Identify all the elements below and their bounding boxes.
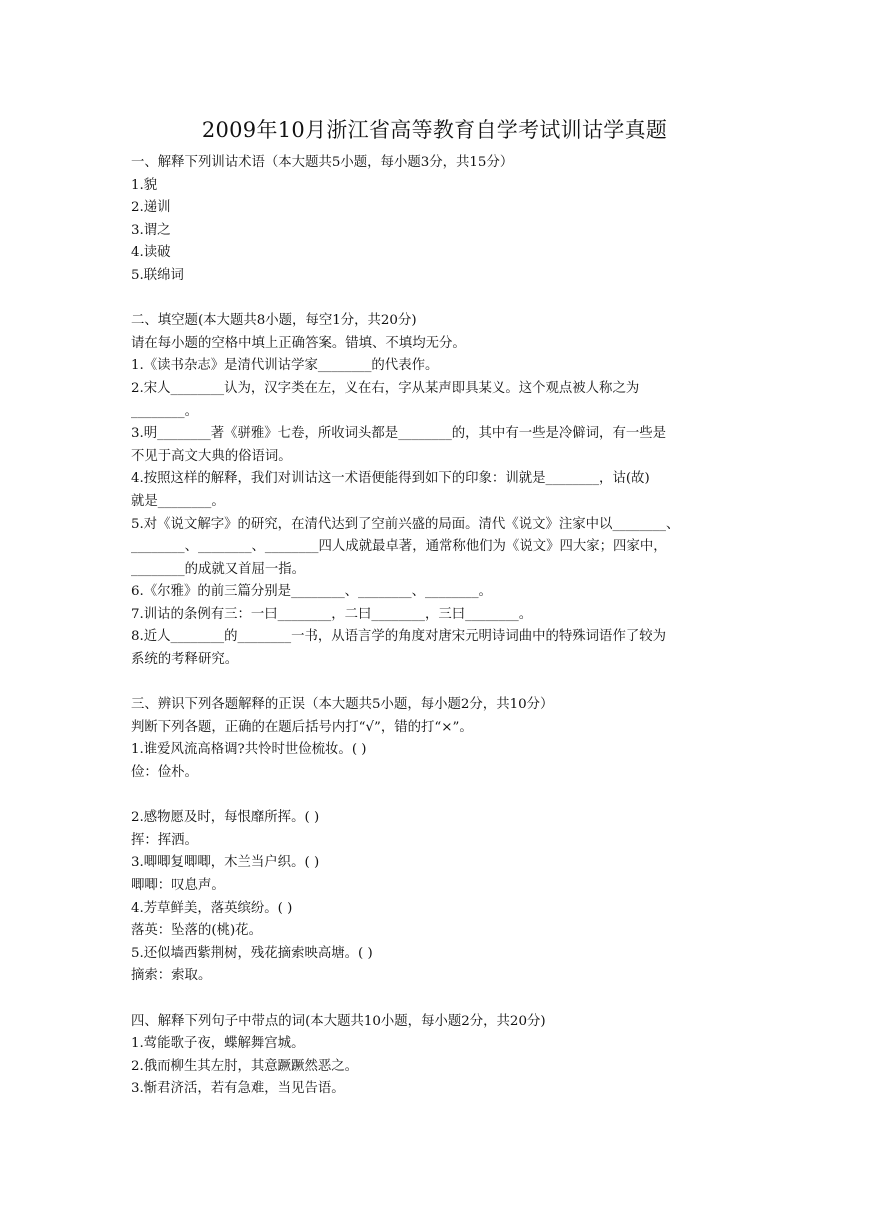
section-3-line: 5.还似墙西紫荆树，残花摘索映高塘。( ) (131, 945, 373, 961)
document-body (131, 152, 743, 1101)
section-2-line: 2.宋人________认为，汉字类在左，义在右，字从某声即具某义。这个观点被人称之为 (131, 380, 640, 396)
section-3-line: 1.谁爱风流高格调?共怜时世俭梳妆。( ) (131, 742, 367, 758)
section-2-line: 就是________。 (131, 493, 225, 509)
section-1-item: 1.貌 (131, 177, 158, 193)
section-2-line: ________。 (131, 403, 198, 419)
section-2-line: ________、________、________四人成就最卓著，通常称他们为《说文》四大家；四家中， (131, 539, 667, 555)
section-2-heading: 二、填空题(本大题共8小题，每空1分，共20分) (131, 313, 417, 329)
section-3-line: 2.感物愿及时，每恨靡所挥。( ) (131, 810, 320, 826)
section-3-line: 4.芳草鲜美，落英缤纷。( ) (131, 900, 293, 916)
spacer (131, 288, 743, 311)
spacer (131, 988, 743, 1011)
section-3-line: 挥：挥洒。 (131, 832, 198, 848)
section-3-line: 摘索：索取。 (131, 968, 212, 984)
section-4-item: 3.惭君济活，若有急难，当见告语。 (131, 1081, 345, 1097)
section-3-line: 俭：俭朴。 (131, 765, 198, 781)
section-3-instruction: 判断下列各题，正确的在题后括号内打“√”，错的打“×”。 (131, 719, 473, 735)
section-3-heading: 三、辨识下列各题解释的正误（本大题共5小题，每小题2分，共10分） (131, 697, 554, 713)
section-2-line: 4.按照这样的解释，我们对训诂这一术语便能得到如下的印象：训就是________，诂(故) (131, 471, 650, 487)
section-2-line: 7.训诂的条例有三：一曰________，二曰________，三曰________。 (131, 606, 533, 622)
section-2-line: 5.对《说文解字》的研究，在清代达到了空前兴盛的局面。清代《说文》注家中以________、 (131, 516, 680, 532)
section-1-item: 2.递训 (131, 200, 171, 216)
spacer (131, 672, 743, 695)
section-2-instruction: 请在每小题的空格中填上正确答案。错填、不填均无分。 (131, 335, 466, 351)
section-2-line: 系统的考释研究。 (131, 652, 239, 668)
section-3-line: 唧唧：叹息声。 (131, 878, 225, 893)
section-1-item: 3.谓之 (131, 222, 171, 238)
document-title: 2009年10月浙江省高等教育自学考试训诂学真题 (201, 118, 668, 142)
section-2-line: 6.《尔雅》的前三篇分别是________、________、________。 (131, 584, 492, 600)
section-1-item: 4.读破 (131, 245, 171, 261)
section-3-line: 3.唧唧复唧唧，木兰当户织。( ) (131, 855, 320, 871)
section-1-item: 5.联绵词 (131, 267, 184, 283)
section-4-item: 1.莺能歌子夜，蝶解舞宫城。 (131, 1036, 305, 1052)
section-1-heading: 一、解释下列训诂术语（本大题共5小题，每小题3分，共15分） (131, 155, 514, 170)
section-2-line: 3.明________著《骈雅》七卷，所收词头都是________的，其中有一些是冷僻词，有一些是 (131, 426, 667, 442)
spacer (131, 785, 743, 808)
section-4-item: 2.俄而柳生其左肘，其意蹶蹶然恶之。 (131, 1058, 359, 1074)
section-3-line: 落英：坠落的(桃)花。 (131, 923, 262, 939)
section-2-line: 1.《读书杂志》是清代训诂学家________的代表作。 (131, 358, 439, 374)
section-2-line: 8.近人________的________一书，从语言学的角度对唐宋元明诗词曲中的特殊词语作了较为 (131, 629, 667, 645)
section-2-line: 不见于高文大典的俗语词。 (131, 448, 292, 464)
section-4-heading: 四、解释下列句子中带点的词(本大题共10小题，每小题2分，共20分) (131, 1013, 546, 1029)
section-2-line: ________的成就又首屈一指。 (131, 561, 306, 577)
